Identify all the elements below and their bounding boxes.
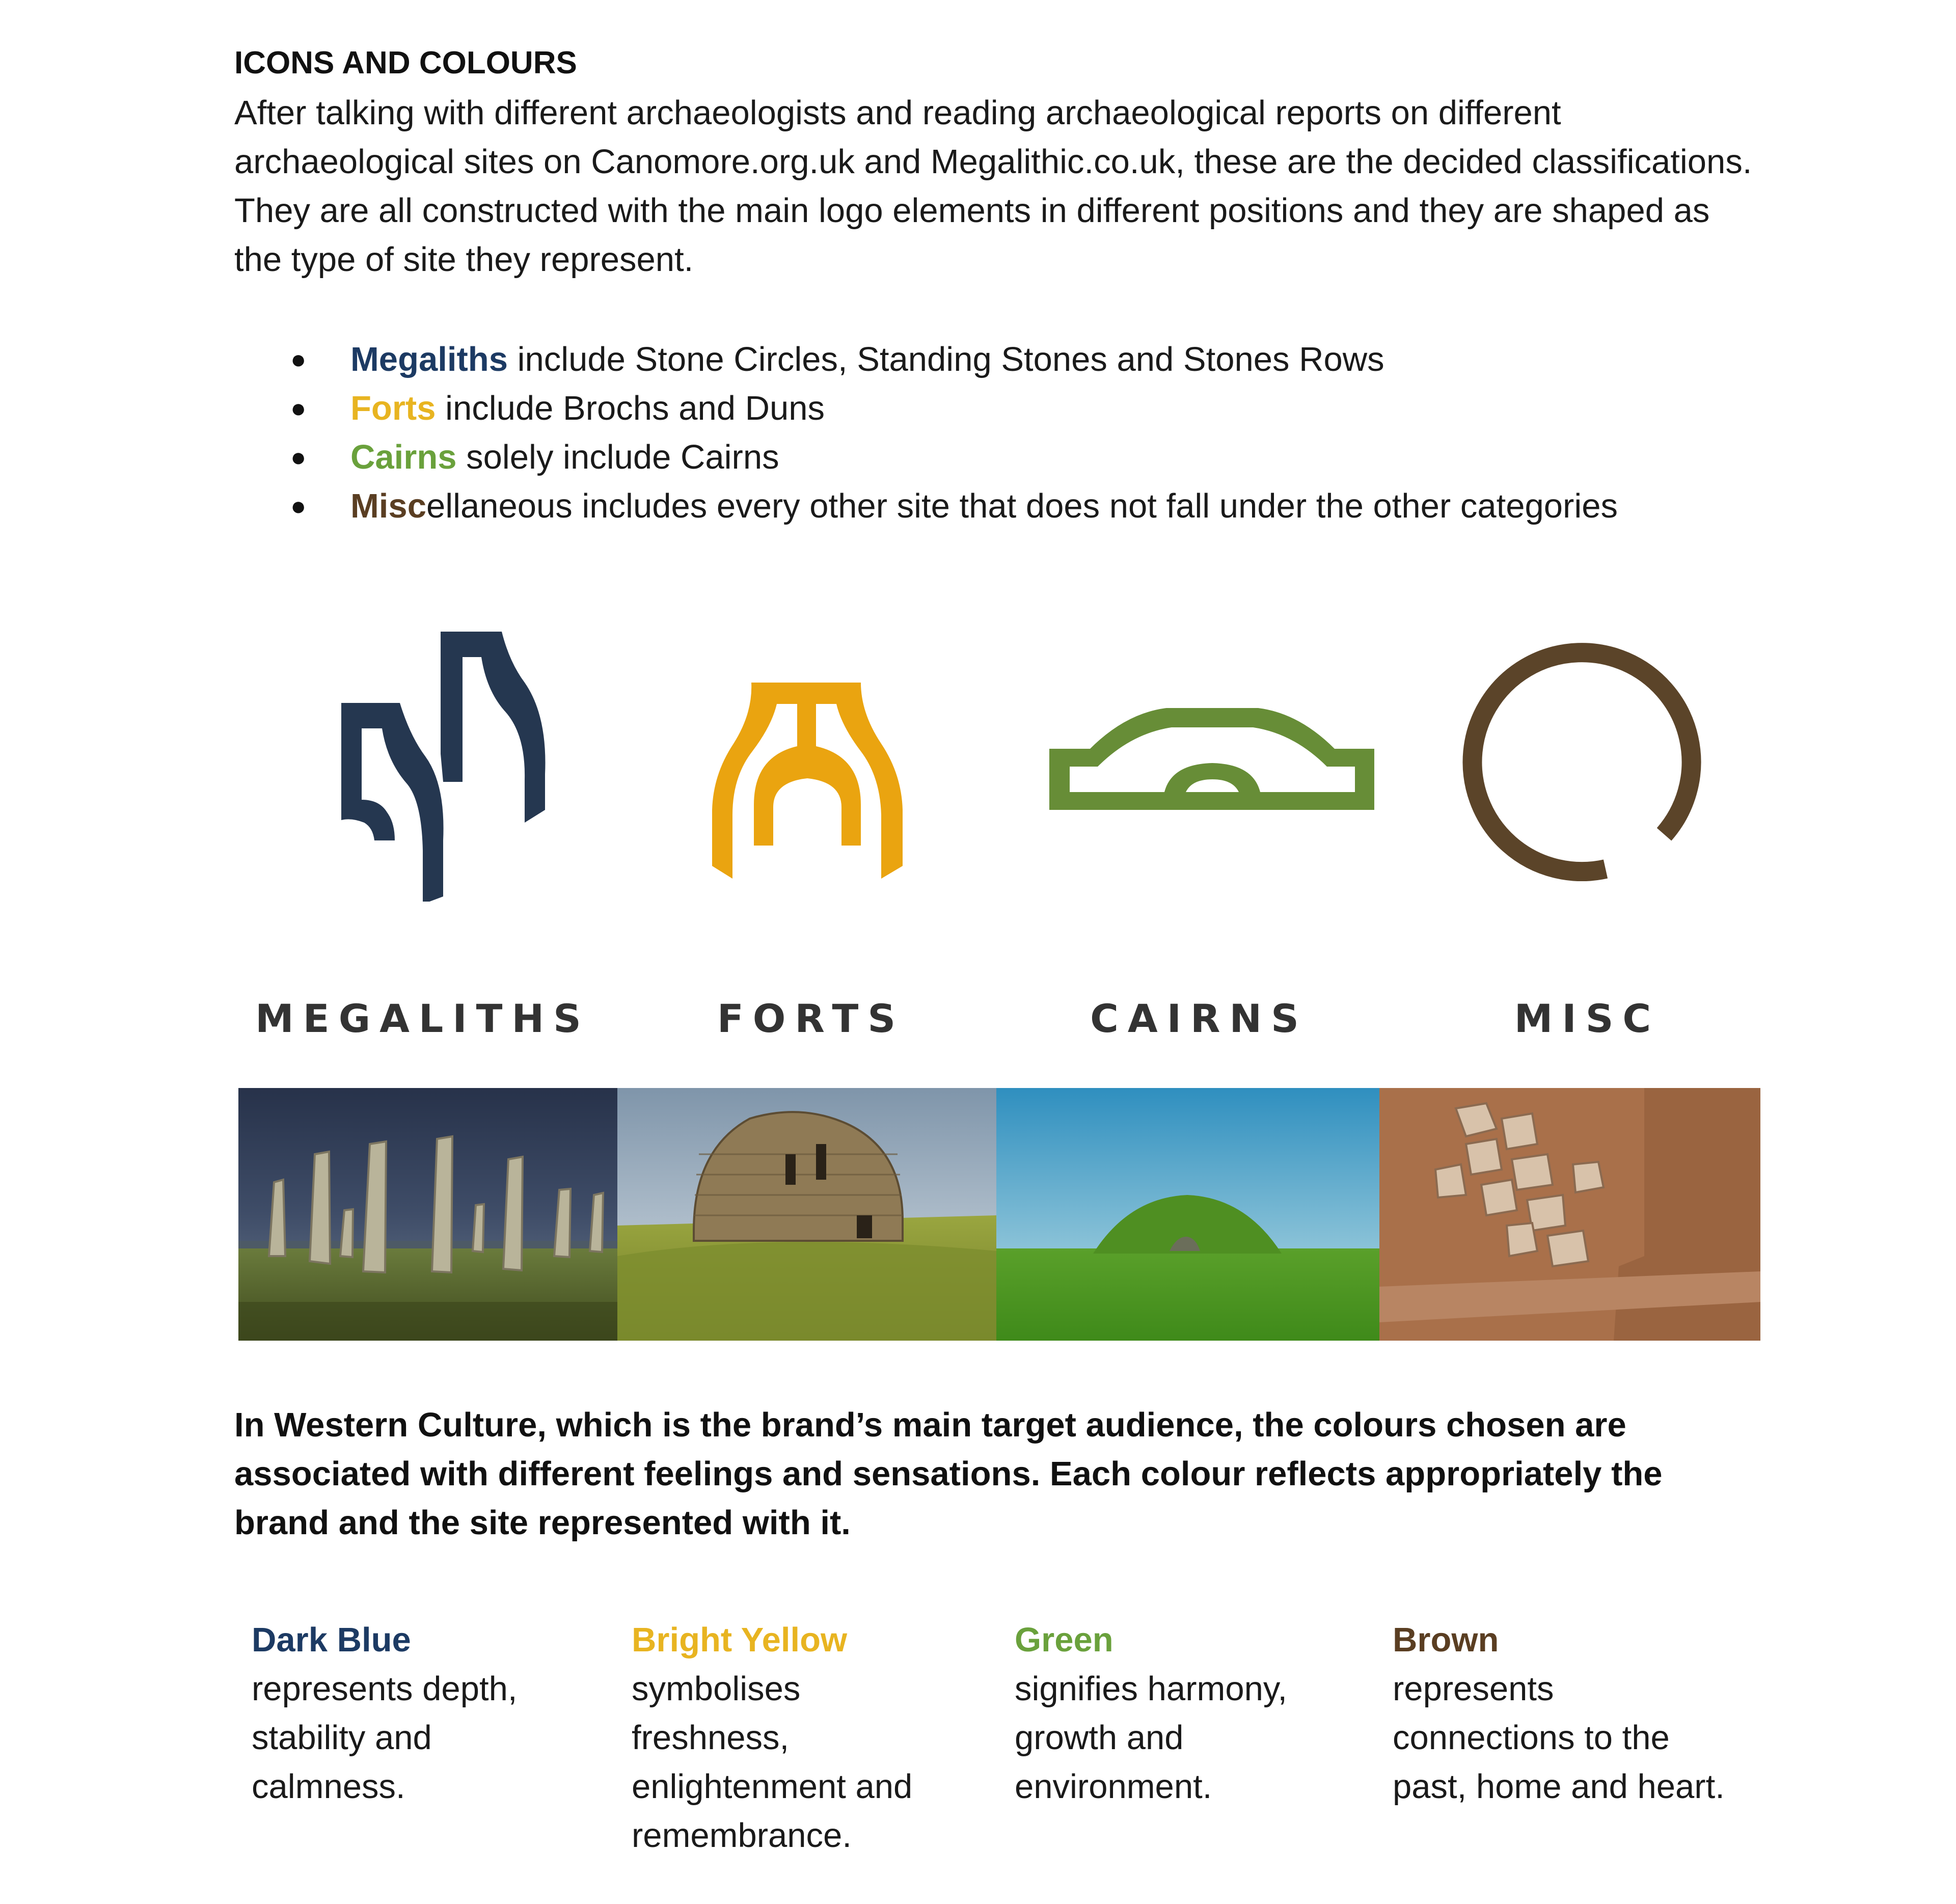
colour-name: Dark Blue [252, 1621, 411, 1659]
misc-icon [1457, 637, 1701, 881]
colour-name: Green [1015, 1621, 1113, 1659]
bullet-icon: ● [290, 443, 307, 472]
bullet-text: ellaneous includes every other site that does not fall under the other categories [426, 487, 1618, 525]
colour-name: Brown [1393, 1621, 1499, 1659]
list-item-misc [290, 482, 1618, 531]
bullet-text: solely include Cairns [456, 438, 779, 476]
category-list [290, 335, 1618, 531]
label-cairns: CAIRNS [1090, 996, 1308, 1041]
section-heading: ICONS AND COLOURS [234, 45, 577, 80]
colour-name: Bright Yellow [632, 1621, 848, 1659]
colour-brown [1393, 1616, 1725, 1811]
keyword-cairns: Cairns [350, 438, 457, 476]
list-item-megaliths [290, 335, 1618, 384]
keyword-forts: Forts [350, 389, 436, 427]
bullet-text: include Stone Circles, Standing Stones and Stones Rows [508, 340, 1384, 378]
bullet-icon: ● [290, 394, 307, 423]
intro-paragraph: After talking with different archaeologists and reading archaeological reports on different archaeological sites on Canomore.org.uk and Megalithic.co.uk, these are the decided classifications. They are all constructed with the main logo elements in different positions and they are shaped as the type of site they represent. [234, 94, 1752, 279]
colour-description: represents connections to the past, home and heart. [1393, 1670, 1725, 1806]
cairns-icon [1044, 703, 1380, 820]
list-item-forts [290, 384, 1618, 433]
bullet-icon: ● [290, 345, 307, 374]
excavation-photo [1379, 1088, 1760, 1341]
megaliths-icon [336, 627, 560, 902]
label-megaliths: MEGALITHS [255, 996, 590, 1041]
broch-photo [617, 1088, 996, 1341]
colour-description: represents depth, stability and calmness. [252, 1670, 518, 1806]
label-misc: MISC [1514, 996, 1661, 1041]
keyword-misc: Misc [350, 487, 426, 525]
colour-dark-blue [252, 1616, 517, 1811]
colour-description: signifies harmony, growth and environment. [1015, 1670, 1287, 1806]
colour-description: symbolises freshness, enlightenment and remembrance. [632, 1670, 913, 1855]
list-item-cairns [290, 433, 1618, 482]
standing-stones-photo [238, 1088, 617, 1341]
bullet-icon: ● [290, 492, 307, 521]
keyword-megaliths: Megaliths [350, 340, 508, 378]
colour-bright-yellow [632, 1616, 912, 1860]
forts-icon [708, 677, 907, 881]
bullet-text: include Brochs and Duns [436, 389, 825, 427]
colour-statement: In Western Culture, which is the brand’s main target audience, the colours chosen are associated with different feelings and sensations. Each colour reflects appropriately the brand and the site represented with it. [234, 1406, 1663, 1542]
label-forts: FORTS [717, 996, 905, 1041]
burial-mound-photo [996, 1088, 1379, 1341]
colour-green [1015, 1616, 1287, 1811]
